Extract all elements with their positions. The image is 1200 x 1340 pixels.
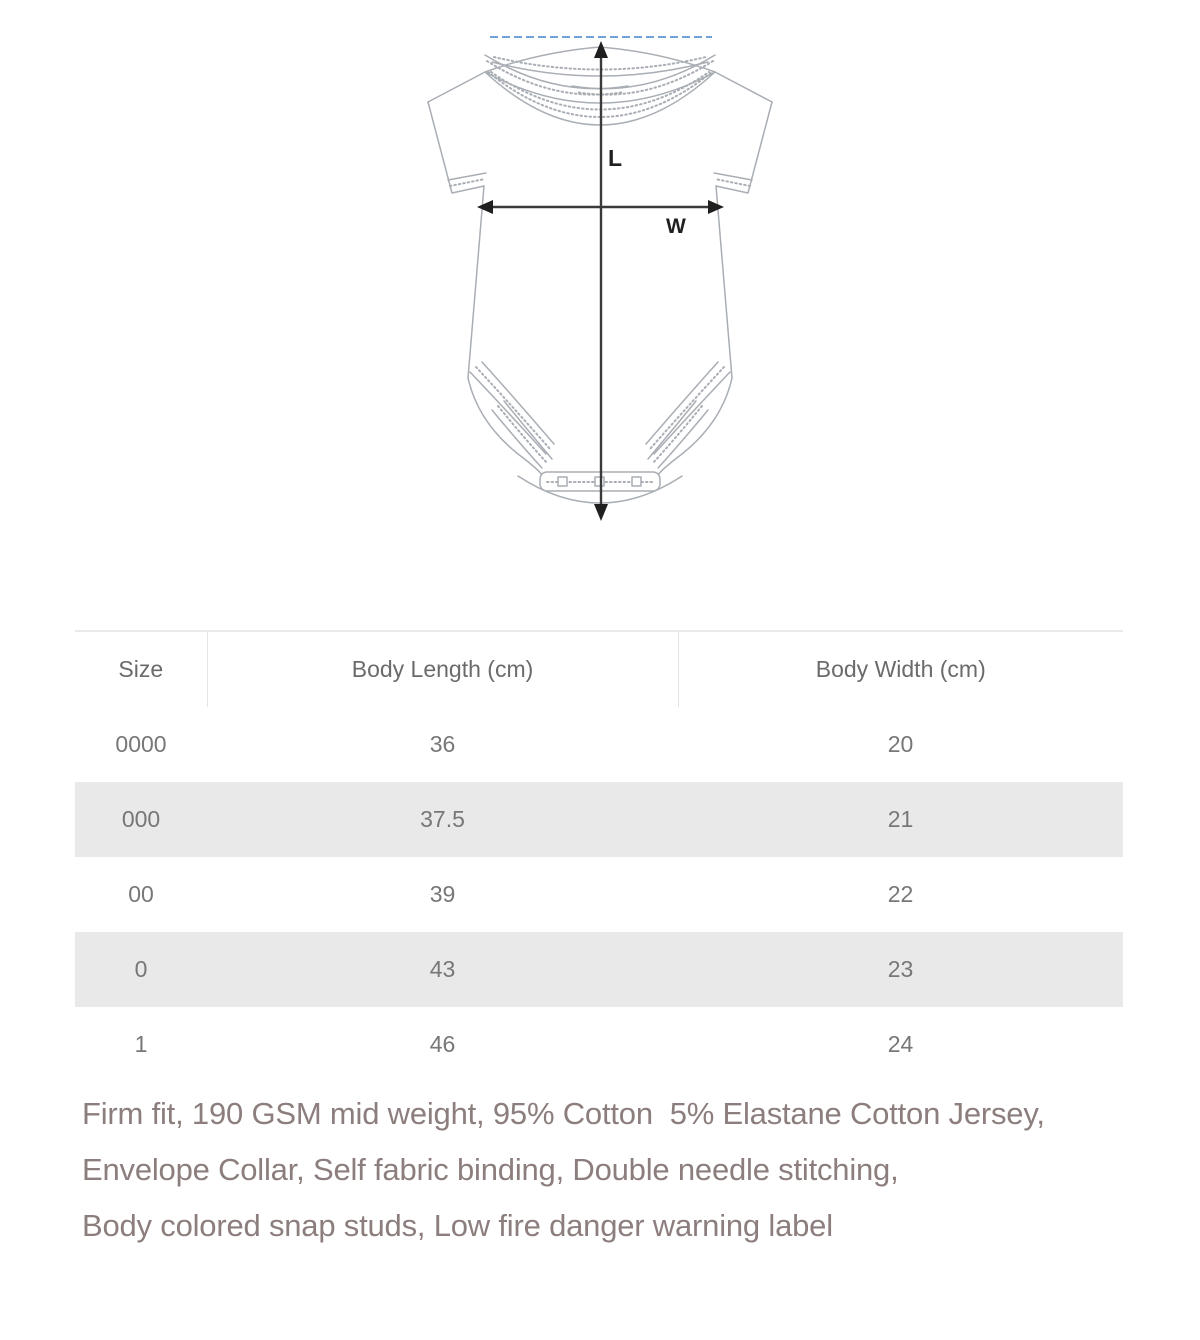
size-chart-table [75, 630, 1123, 1082]
length-label: L [608, 145, 623, 171]
column-header-size: Size [75, 631, 207, 707]
cell-body-length: 43 [207, 932, 678, 1007]
cell-size: 0 [75, 932, 207, 1007]
snap-stud [595, 477, 604, 486]
product-description [82, 1086, 1142, 1254]
table-row [75, 1007, 1123, 1082]
width-label: W [666, 215, 686, 238]
cell-size: 00 [128, 881, 154, 907]
cell-body-width: 23 [678, 932, 1123, 1007]
cell-body-length: 46 [429, 1031, 456, 1057]
bodysuit-diagram-svg [390, 10, 810, 555]
table-row [75, 932, 1123, 1007]
snap-stud [558, 477, 567, 486]
bodysuit-diagram [390, 10, 810, 555]
table-row [75, 707, 1123, 782]
cell-size: 1 [134, 1031, 148, 1057]
cell-body-length: 39 [429, 881, 456, 907]
cell-body-width: 22 [887, 881, 914, 907]
cell-body-width: 21 [678, 782, 1123, 857]
cell-body-width: 20 [887, 731, 914, 757]
header-row [75, 631, 1123, 707]
cell-body-length: 36 [429, 731, 456, 757]
table-row [75, 857, 1123, 932]
cell-body-length: 37.5 [207, 782, 678, 857]
snap-stud [632, 477, 641, 486]
cell-size: 000 [75, 782, 207, 857]
description-line: Firm fit, 190 GSM mid weight, 95% Cotton 5% Elastane Cotton Jersey, [82, 1096, 1045, 1131]
cell-body-width: 24 [887, 1031, 914, 1057]
table-row [75, 782, 1123, 857]
column-header-body-length: Body Length (cm) [207, 631, 678, 707]
description-line: Envelope Collar, Self fabric binding, Double needle stitching, [82, 1152, 899, 1187]
column-header-body-width: Body Width (cm) [678, 631, 1123, 707]
cell-size: 0000 [115, 731, 167, 757]
description-line: Body colored snap studs, Low fire danger warning label [82, 1208, 833, 1243]
